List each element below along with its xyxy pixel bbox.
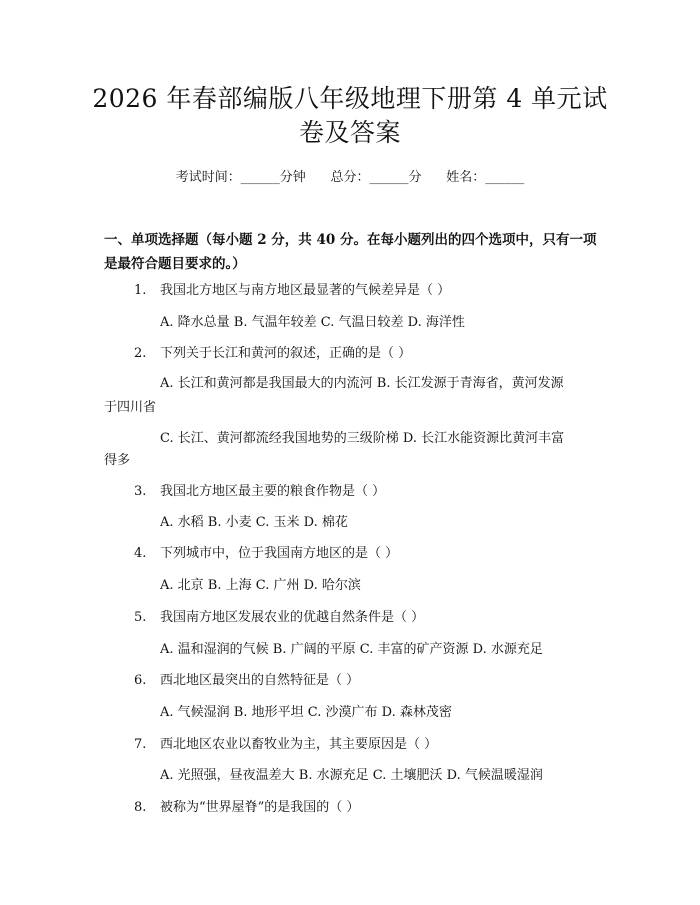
question-2-options-ab-line-2: 于四川省 xyxy=(104,400,157,415)
question-number: 4. xyxy=(134,546,147,561)
question-2-options-cd-line-1: C. 长江、黄河都流经我国地势的三级阶梯 D. 长江水能资源比黄河丰富 xyxy=(160,431,565,446)
question-text: 我国北方地区与南方地区最显著的气候差异是（ ） xyxy=(160,283,451,298)
question-text: 我国南方地区发展农业的优越自然条件是（ ） xyxy=(160,610,425,625)
question-number: 1. xyxy=(134,283,147,298)
exam-title-line-1: 2026 年春部编版八年级地理下册第 4 单元试 xyxy=(92,84,608,113)
question-4-options: A. 北京 B. 上海 C. 广州 D. 哈尔滨 xyxy=(160,578,361,593)
question-number: 6. xyxy=(134,673,147,688)
question-text: 西北地区农业以畜牧业为主，其主要原因是（ ） xyxy=(160,737,438,752)
question-5-options: A. 温和湿润的气候 B. 广阔的平原 C. 丰富的矿产资源 D. 水源充足 xyxy=(160,642,543,657)
question-number: 7. xyxy=(134,737,147,752)
question-3-options: A. 水稻 B. 小麦 C. 玉米 D. 棉花 xyxy=(160,515,348,530)
question-number: 5. xyxy=(134,610,147,625)
question-2-options-cd-line-2: 得多 xyxy=(104,453,131,468)
exam-info-line: 考试时间：______分钟 总分：______分 姓名：______ xyxy=(175,170,525,185)
section-heading-line-2: 是最符合题目要求的。） xyxy=(104,256,246,272)
question-text: 被称为“世界屋脊”的是我国的（ ） xyxy=(160,800,360,815)
question-number: 3. xyxy=(134,484,147,499)
question-number: 8. xyxy=(134,800,147,815)
exam-title-line-2: 卷及答案 xyxy=(298,118,401,147)
question-text: 下列关于长江和黄河的叙述，正确的是（ ） xyxy=(160,346,412,361)
question-text: 下列城市中，位于我国南方地区的是（ ） xyxy=(160,546,399,561)
section-heading-line-1: 一、单项选择题（每小题 2 分，共 40 分。在每小题列出的四个选项中，只有一项 xyxy=(104,232,597,248)
question-number: 2. xyxy=(134,346,147,361)
question-text: 我国北方地区最主要的粮食作物是（ ） xyxy=(160,484,386,499)
question-1-options: A. 降水总量 B. 气温年较差 C. 气温日较差 D. 海洋性 xyxy=(160,315,465,330)
question-2-options-ab-line-1: A. 长江和黄河都是我国最大的内流河 B. 长江发源于青海省，黄河发源 xyxy=(160,376,564,391)
question-6-options: A. 气候湿润 B. 地形平坦 C. 沙漠广布 D. 森林茂密 xyxy=(160,705,452,720)
question-7-options: A. 光照强，昼夜温差大 B. 水源充足 C. 土壤肥沃 D. 气候温暖湿润 xyxy=(160,768,543,783)
question-text: 西北地区最突出的自然特征是（ ） xyxy=(160,673,360,688)
